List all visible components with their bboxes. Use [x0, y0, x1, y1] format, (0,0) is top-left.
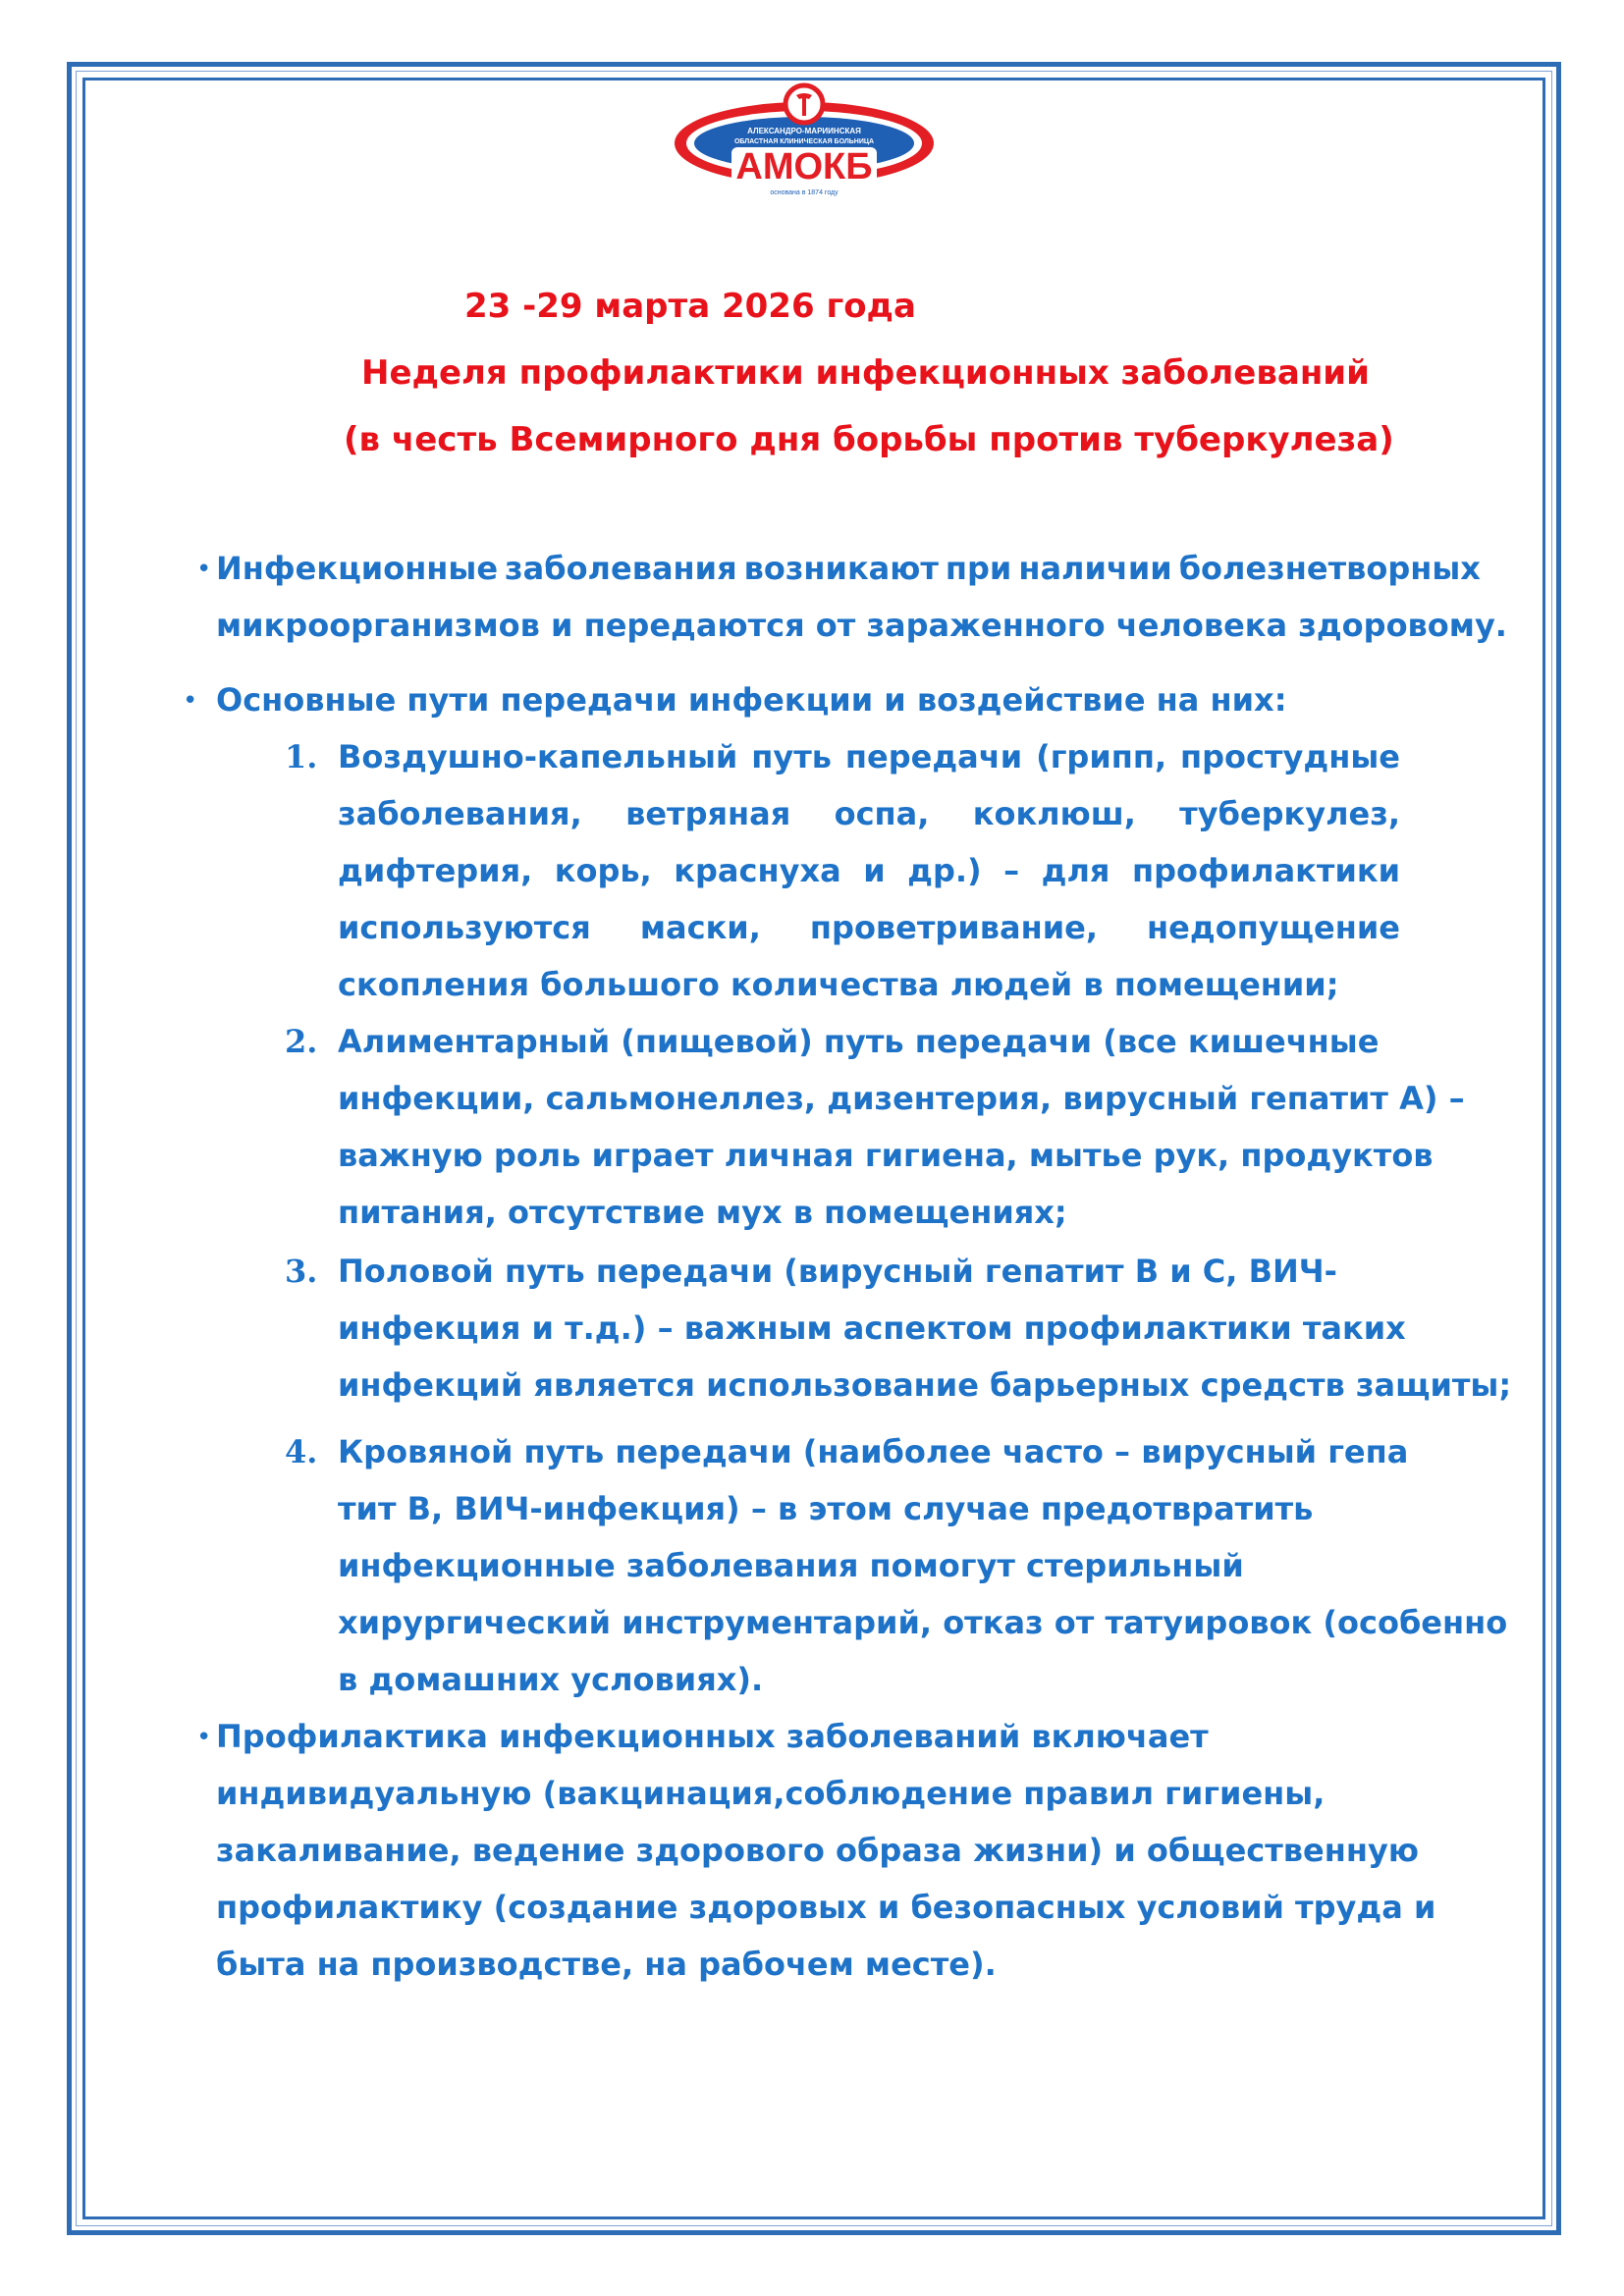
item-4-line-4: хирургический инструментарий, отказ от татуировок (особенно	[338, 1604, 1508, 1641]
item-1-line-2: заболевания, ветряная оспа, коклюш, туберкулез,	[338, 795, 1400, 832]
event-subtitle: (в честь Всемирного дня борьбы против туберкулеза)	[344, 420, 1394, 459]
item-2-line-1: Алиментарный (пищевой) путь передачи (все кишечные	[338, 1023, 1380, 1060]
bullet-3: •	[196, 1723, 212, 1752]
item-3-line-3: инфекций является использование барьерных средств защиты;	[338, 1366, 1512, 1404]
para3-line-5: быта на производстве, на рабочем месте).	[216, 1946, 997, 1983]
para3-line-2: индивидуальную (вакцинация,соблюдение правил гигиены,	[216, 1775, 1326, 1812]
item-1-line-3: дифтерия, корь, краснуха и др.) – для профилактики	[338, 852, 1400, 889]
para1-line-2: микроорганизмов и передаются от зараженного человека здоровому.	[216, 607, 1507, 644]
item-2-line-4: питания, отсутствие мух в помещениях;	[338, 1194, 1067, 1231]
item-4-line-2: тит В, ВИЧ-инфекция) – в этом случае предотвратить	[338, 1490, 1314, 1527]
logo-brand: АМОКБ	[735, 146, 873, 187]
bullet-1: •	[196, 555, 212, 584]
item-2-line-3: важную роль играет личная гигиена, мытье рук, продуктов	[338, 1137, 1434, 1174]
item-2-number: 2.	[285, 1023, 318, 1060]
item-1-line-4: используются маски, проветривание, недопущение	[338, 909, 1400, 946]
item-1-number: 1.	[285, 738, 318, 775]
item-4-line-5: в домашних условиях).	[338, 1661, 764, 1698]
item-4-number: 4.	[285, 1433, 318, 1470]
para3-line-3: закаливание, ведение здорового образа жизни) и общественную	[216, 1832, 1419, 1869]
para3-line-4: профилактику (создание здоровых и безопасных условий труда и	[216, 1889, 1436, 1926]
item-2-line-2: инфекции, сальмонеллез, дизентерия, вирусный гепатит А) –	[338, 1080, 1465, 1117]
item-3-number: 3.	[285, 1253, 318, 1290]
logo-name-mid: ОБЛАСТНАЯ КЛИНИЧЕСКАЯ БОЛЬНИЦА	[733, 138, 875, 145]
logo-founded: основана в 1874 году	[770, 189, 839, 196]
event-title: Неделя профилактики инфекционных заболеваний	[361, 353, 1370, 393]
item-4-line-3: инфекционные заболевания помогут стерильный	[338, 1547, 1244, 1584]
bullet-2: •	[183, 686, 198, 716]
amokb-logo	[671, 82, 938, 198]
event-date: 23 -29 марта 2026 года	[464, 287, 916, 326]
staff-icon	[802, 96, 806, 116]
item-4-line-1: Кровяной путь передачи (наиболее часто – вирусный гепа	[338, 1433, 1409, 1470]
item-3-line-1: Половой путь передачи (вирусный гепатит В и С, ВИЧ-	[338, 1253, 1337, 1290]
item-3-line-2: инфекция и т.д.) – важным аспектом профилактики таких	[338, 1309, 1406, 1347]
para2-title: Основные пути передачи инфекции и воздействие на них:	[216, 681, 1287, 719]
item-1-line-5: скопления большого количества людей в помещении;	[338, 966, 1339, 1003]
item-1-line-1: Воздушно-капельный путь передачи (грипп, простудные	[338, 738, 1400, 775]
para1-line-1: Инфекционные заболевания возникают при наличии болезнетворных	[216, 550, 1481, 587]
logo-name-top: АЛЕКСАНДРО-МАРИИНСКАЯ	[747, 127, 861, 135]
para3-line-1: Профилактика инфекционных заболеваний включает	[216, 1718, 1209, 1755]
